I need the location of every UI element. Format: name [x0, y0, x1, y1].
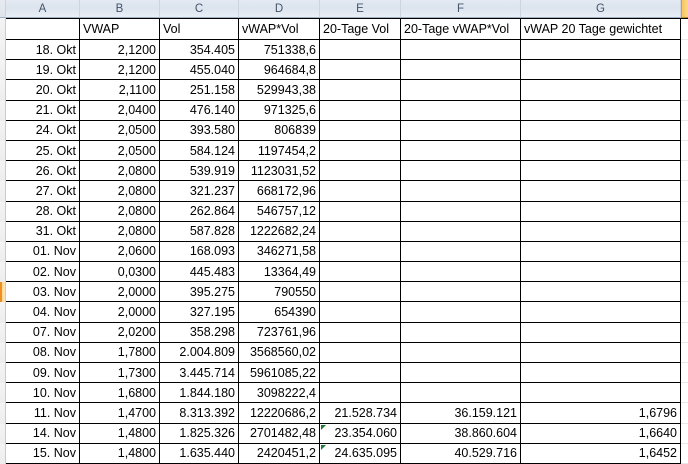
cell-b[interactable]: 2,1200: [80, 60, 160, 80]
cell-b[interactable]: 2,0400: [80, 101, 160, 121]
cell-g[interactable]: [521, 121, 681, 141]
cell-sliver[interactable]: [681, 161, 688, 181]
cell-g[interactable]: [521, 222, 681, 242]
column-header-f[interactable]: F: [401, 0, 521, 18]
cell-g[interactable]: [521, 282, 681, 302]
cell-d[interactable]: 806839: [239, 121, 320, 141]
table-row: [0, 60, 688, 80]
header-cell-20tage-vwap-vol[interactable]: 20-Tage vWAP*Vol: [401, 18, 521, 40]
column-header-c[interactable]: C: [160, 0, 239, 18]
table-row: [0, 444, 688, 464]
cell-f[interactable]: [401, 161, 521, 181]
table-row: [0, 383, 688, 403]
cell-e[interactable]: [320, 363, 401, 383]
cell-e[interactable]: [320, 383, 401, 403]
cell-sliver[interactable]: [681, 60, 688, 80]
cell-sliver[interactable]: [681, 262, 688, 282]
cell-f[interactable]: [401, 302, 521, 322]
cell-e[interactable]: [320, 60, 401, 80]
cell-b[interactable]: 1,6800: [80, 383, 160, 403]
cell-b[interactable]: 1,7800: [80, 343, 160, 363]
cell-sliver[interactable]: [681, 181, 688, 201]
cell-a[interactable]: 20. Okt: [6, 80, 80, 100]
cell-c[interactable]: 1.825.326: [160, 424, 239, 444]
header-cell-vwap-20tage-gewichtet[interactable]: vWAP 20 Tage gewichtet: [521, 18, 681, 40]
smart-tag-triangle-icon: [321, 425, 326, 430]
cell-g[interactable]: [521, 242, 681, 262]
cell-d[interactable]: 13364,49: [239, 262, 320, 282]
cell-f[interactable]: [401, 40, 521, 60]
table-row: [0, 262, 688, 282]
cell-d[interactable]: 2420451,2: [239, 444, 320, 464]
cell-e[interactable]: [320, 242, 401, 262]
cell-sliver[interactable]: [681, 363, 688, 383]
cell-c[interactable]: 584.124: [160, 141, 239, 161]
cell-c[interactable]: 327.195: [160, 302, 239, 322]
cell-e[interactable]: [320, 161, 401, 181]
cell-d[interactable]: 971325,6: [239, 101, 320, 121]
cell-e[interactable]: 23.354.060: [320, 424, 401, 444]
cell-a[interactable]: 14. Nov: [6, 424, 80, 444]
cell-g[interactable]: [521, 363, 681, 383]
cell-sliver[interactable]: [681, 444, 688, 464]
cell-a[interactable]: 28. Okt: [6, 202, 80, 222]
cell-f[interactable]: 38.860.604: [401, 424, 521, 444]
cell-d[interactable]: 751338,6: [239, 40, 320, 60]
cell-f[interactable]: [401, 383, 521, 403]
cell-b[interactable]: 2,0000: [80, 282, 160, 302]
cell-d[interactable]: 346271,58: [239, 242, 320, 262]
cell-e[interactable]: [320, 262, 401, 282]
cell-b[interactable]: 2,0000: [80, 302, 160, 322]
table-row: [0, 363, 688, 383]
cell-sliver[interactable]: [681, 424, 688, 444]
cell-d[interactable]: 668172,96: [239, 181, 320, 201]
cell-d[interactable]: 964684,8: [239, 60, 320, 80]
cell-b[interactable]: 2,0500: [80, 141, 160, 161]
cell-a[interactable]: 24. Okt: [6, 121, 80, 141]
cell-g[interactable]: [521, 202, 681, 222]
cell-c[interactable]: 2.004.809: [160, 343, 239, 363]
header-cell-20tage-vol[interactable]: 20-Tage Vol: [320, 18, 401, 40]
cell-c[interactable]: 251.158: [160, 80, 239, 100]
cell-b[interactable]: 2,0800: [80, 222, 160, 242]
cell-sliver[interactable]: [681, 403, 688, 423]
cell-d[interactable]: 2701482,48: [239, 424, 320, 444]
cell-sliver[interactable]: [681, 40, 688, 60]
cell-b[interactable]: 2,0500: [80, 121, 160, 141]
cell-c[interactable]: 262.864: [160, 202, 239, 222]
cell-d[interactable]: 5961085,22: [239, 363, 320, 383]
cell-e[interactable]: [320, 40, 401, 60]
cell-f[interactable]: [401, 363, 521, 383]
cell-g[interactable]: [521, 60, 681, 80]
cell-b[interactable]: 0,0300: [80, 262, 160, 282]
cell-g[interactable]: [521, 343, 681, 363]
cell-g[interactable]: [521, 161, 681, 181]
cell-b[interactable]: 1,4800: [80, 444, 160, 464]
cell-sliver[interactable]: [681, 121, 688, 141]
cell-sliver[interactable]: [681, 222, 688, 242]
cell-g[interactable]: 1,6452: [521, 444, 681, 464]
column-header-d[interactable]: D: [239, 0, 320, 18]
cell-c[interactable]: 3.445.714: [160, 363, 239, 383]
cell-f[interactable]: [401, 282, 521, 302]
cell-b[interactable]: 2,0800: [80, 161, 160, 181]
cell-a[interactable]: 25. Okt: [6, 141, 80, 161]
cell-g[interactable]: [521, 40, 681, 60]
table-row: [0, 141, 688, 161]
cell-f[interactable]: [401, 80, 521, 100]
column-header-next-sliver-highlighted[interactable]: [681, 0, 688, 18]
column-header-a[interactable]: A: [6, 0, 80, 18]
header-cell-vwap-vol[interactable]: vWAP*Vol: [239, 18, 320, 40]
cell-g[interactable]: [521, 181, 681, 201]
cell-a[interactable]: 04. Nov: [6, 302, 80, 322]
table-row: [0, 40, 688, 60]
cell-c[interactable]: 455.040: [160, 60, 239, 80]
cell-c[interactable]: 1.844.180: [160, 383, 239, 403]
cell-a[interactable]: 11. Nov: [6, 403, 80, 423]
cell-e[interactable]: [320, 323, 401, 343]
table-row: [0, 161, 688, 181]
cell-sliver[interactable]: [681, 202, 688, 222]
cell-e[interactable]: [320, 181, 401, 201]
cell-d[interactable]: 1197454,2: [239, 141, 320, 161]
table-row: [0, 80, 688, 100]
cell-e[interactable]: [320, 343, 401, 363]
table-row: [0, 222, 688, 242]
cell-sliver[interactable]: [681, 302, 688, 322]
cell-e[interactable]: 24.635.095: [320, 444, 401, 464]
column-header-g[interactable]: G: [521, 0, 681, 18]
cell-g[interactable]: 1,6640: [521, 424, 681, 444]
column-header-b[interactable]: B: [80, 0, 160, 18]
table-row: [0, 302, 688, 322]
cell-d[interactable]: 654390: [239, 302, 320, 322]
table-row: [0, 202, 688, 222]
cell-d[interactable]: 529943,38: [239, 80, 320, 100]
cell-f[interactable]: [401, 60, 521, 80]
cell-sliver[interactable]: [681, 343, 688, 363]
cell-sliver[interactable]: [681, 101, 688, 121]
cell-b[interactable]: 1,7300: [80, 363, 160, 383]
cell-sliver[interactable]: [681, 141, 688, 161]
cell-a[interactable]: 07. Nov: [6, 323, 80, 343]
cell-sliver[interactable]: [681, 18, 688, 40]
cell-e[interactable]: [320, 282, 401, 302]
table-row: [0, 181, 688, 201]
table-body: [0, 40, 688, 464]
cell-c[interactable]: 321.237: [160, 181, 239, 201]
cell-d[interactable]: 1222682,24: [239, 222, 320, 242]
cell-a[interactable]: 03. Nov: [6, 282, 80, 302]
cell-f[interactable]: [401, 202, 521, 222]
cell-d[interactable]: 3568560,02: [239, 343, 320, 363]
cell-a[interactable]: 19. Okt: [6, 60, 80, 80]
cell-c[interactable]: 1.635.440: [160, 444, 239, 464]
cell-e[interactable]: 21.528.734: [320, 403, 401, 423]
table-row: [0, 403, 688, 423]
cell-a[interactable]: 18. Okt: [6, 40, 80, 60]
column-header-e[interactable]: E: [320, 0, 401, 18]
cell-g[interactable]: [521, 80, 681, 100]
cell-a[interactable]: 02. Nov: [6, 262, 80, 282]
cell-b[interactable]: 1,4700: [80, 403, 160, 423]
header-cell-vwap[interactable]: VWAP: [80, 18, 160, 40]
cell-sliver[interactable]: [681, 323, 688, 343]
cell-c[interactable]: 539.919: [160, 161, 239, 181]
table-row: [0, 424, 688, 444]
cell-d[interactable]: 3098222,4: [239, 383, 320, 403]
smart-tag-triangle-icon: [321, 445, 326, 450]
cell-g[interactable]: [521, 101, 681, 121]
cell-f[interactable]: [401, 323, 521, 343]
cell-f[interactable]: [401, 121, 521, 141]
cell-a[interactable]: 27. Okt: [6, 181, 80, 201]
cell-c[interactable]: 445.483: [160, 262, 239, 282]
header-cell-vol[interactable]: Vol: [160, 18, 239, 40]
cell-g[interactable]: 1,6796: [521, 403, 681, 423]
cell-d[interactable]: 546757,12: [239, 202, 320, 222]
cell-b[interactable]: 2,0600: [80, 242, 160, 262]
cell-f[interactable]: [401, 343, 521, 363]
cell-b[interactable]: 2,1100: [80, 80, 160, 100]
table-header-row: [0, 18, 688, 40]
cell-sliver[interactable]: [681, 383, 688, 403]
cell-c[interactable]: 393.580: [160, 121, 239, 141]
cell-c[interactable]: 168.093: [160, 242, 239, 262]
cell-c[interactable]: 395.275: [160, 282, 239, 302]
cell-a[interactable]: 01. Nov: [6, 242, 80, 262]
cell-e[interactable]: [320, 80, 401, 100]
column-header-row: [0, 0, 688, 18]
cell-a[interactable]: 26. Okt: [6, 161, 80, 181]
cell-f[interactable]: [401, 222, 521, 242]
header-cell-empty[interactable]: [6, 18, 80, 40]
cell-g[interactable]: [521, 262, 681, 282]
cell-c[interactable]: 587.828: [160, 222, 239, 242]
cell-e[interactable]: [320, 302, 401, 322]
cell-e[interactable]: [320, 121, 401, 141]
cell-c[interactable]: 354.405: [160, 40, 239, 60]
cell-g[interactable]: [521, 141, 681, 161]
cell-f[interactable]: [401, 181, 521, 201]
cell-a[interactable]: 31. Okt: [6, 222, 80, 242]
cell-g[interactable]: [521, 323, 681, 343]
cell-f[interactable]: 36.159.121: [401, 403, 521, 423]
table-row: [0, 121, 688, 141]
cell-a[interactable]: 21. Okt: [6, 101, 80, 121]
cell-b[interactable]: 2,0800: [80, 181, 160, 201]
cell-f[interactable]: 40.529.716: [401, 444, 521, 464]
cell-a[interactable]: 15. Nov: [6, 444, 80, 464]
cell-d[interactable]: 790550: [239, 282, 320, 302]
table-row: [0, 343, 688, 363]
cell-b[interactable]: 2,0800: [80, 202, 160, 222]
cell-e[interactable]: [320, 202, 401, 222]
cell-f[interactable]: [401, 101, 521, 121]
cell-g[interactable]: [521, 302, 681, 322]
table-row: [0, 282, 688, 302]
cell-e[interactable]: [320, 141, 401, 161]
table-row: [0, 242, 688, 262]
cell-sliver[interactable]: [681, 80, 688, 100]
cell-f[interactable]: [401, 262, 521, 282]
cell-f[interactable]: [401, 242, 521, 262]
table-row: [0, 323, 688, 343]
cell-d[interactable]: 12220686,2: [239, 403, 320, 423]
cell-sliver[interactable]: [681, 282, 688, 302]
cell-a[interactable]: 10. Nov: [6, 383, 80, 403]
cell-b[interactable]: 2,0200: [80, 323, 160, 343]
cell-f[interactable]: [401, 141, 521, 161]
cell-c[interactable]: 476.140: [160, 101, 239, 121]
cell-sliver[interactable]: [681, 242, 688, 262]
cell-e[interactable]: [320, 222, 401, 242]
cell-c[interactable]: 8.313.392: [160, 403, 239, 423]
cell-a[interactable]: 08. Nov: [6, 343, 80, 363]
cell-a[interactable]: 09. Nov: [6, 363, 80, 383]
cell-c[interactable]: 358.298: [160, 323, 239, 343]
cell-b[interactable]: 1,4800: [80, 424, 160, 444]
cell-d[interactable]: 1123031,52: [239, 161, 320, 181]
cell-d[interactable]: 723761,96: [239, 323, 320, 343]
table-row: [0, 101, 688, 121]
cell-e[interactable]: [320, 101, 401, 121]
cell-g[interactable]: [521, 383, 681, 403]
cell-b[interactable]: 2,1200: [80, 40, 160, 60]
